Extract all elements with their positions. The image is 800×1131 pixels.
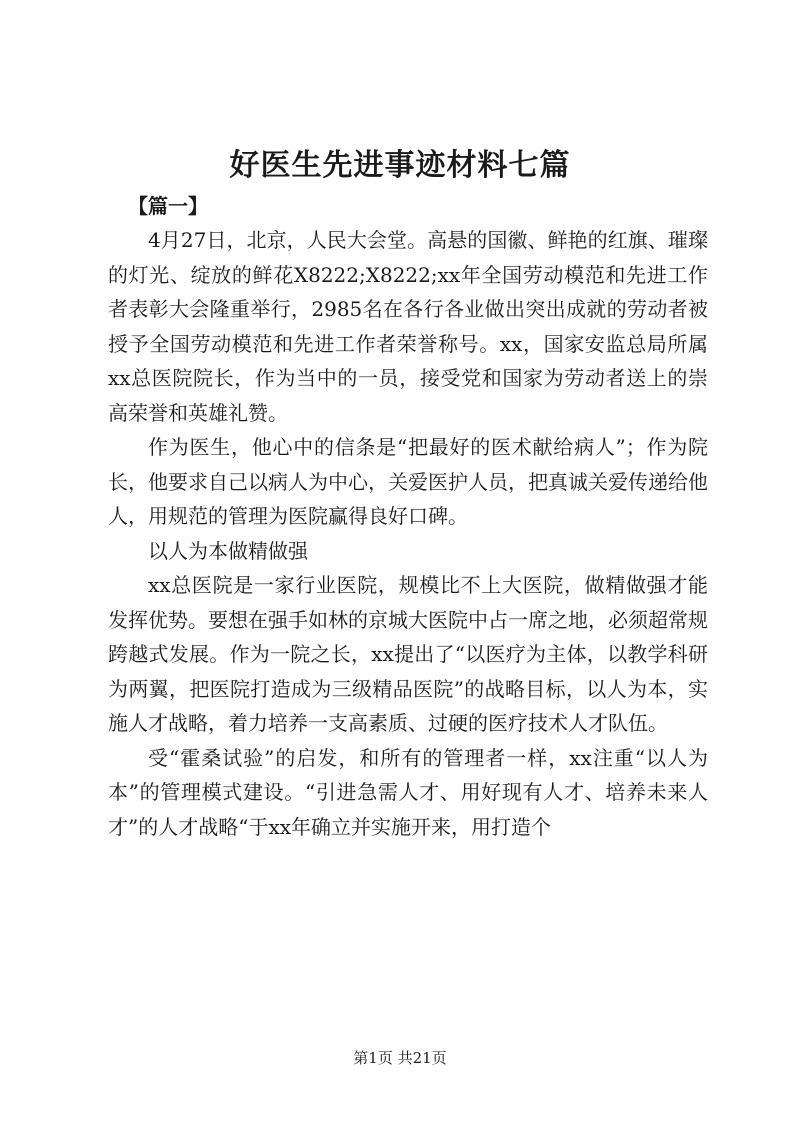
paragraph: xx总医院是一家行业医院，规模比不上大医院，做精做强才能发挥优势。要想在强手如林的京城大医院中占一席之地，必须超常规跨越式发展。作为一院之长，xx提出了“以医疗为主体，以教学科研为两翼，把医院打造成为三级精品医院”的战略目标，以人为本，实施人才战略，着力培养一支高素质、过硬的医疗技术人才队伍。: [108, 573, 708, 735]
paragraph: 4月27日，北京，人民大会堂。高悬的国徽、鲜艳的红旗、璀璨的灯光、绽放的鲜花X8222;X8222;xx年全国劳动模范和先进工作者表彰大会隆重举行，2985名在各行各业做出突出成就的劳动者被授予全国劳动模范和先进工作者荣誉称号。xx，国家安监总局所属xx总医院院长，作为当中的一员，接受党和国家为劳动者送上的崇高荣誉和英雄礼赞。: [108, 228, 708, 425]
paragraph: 受“霍桑试验”的启发，和所有的管理者一样，xx注重“以人为本”的管理模式建设。“引进急需人才、用好现有人才、培养未来人才”的人才战略“于xx年确立并实施开来，用打造个: [108, 745, 708, 839]
document-body: [108, 190, 708, 844]
section-label: 【篇一】: [128, 194, 208, 218]
page-footer: 第1页 共21页: [353, 1049, 447, 1067]
document-title: 好医生先进事迹材料七篇: [229, 148, 571, 183]
paragraph: 作为医生，他心中的信条是“把最好的医术献给病人”；作为院长，他要求自己以病人为中心，关爱医护人员，把真诚关爱传递给他人，用规范的管理为医院赢得良好口碑。: [108, 435, 708, 528]
subheading: 以人为本做精做强: [148, 538, 308, 563]
